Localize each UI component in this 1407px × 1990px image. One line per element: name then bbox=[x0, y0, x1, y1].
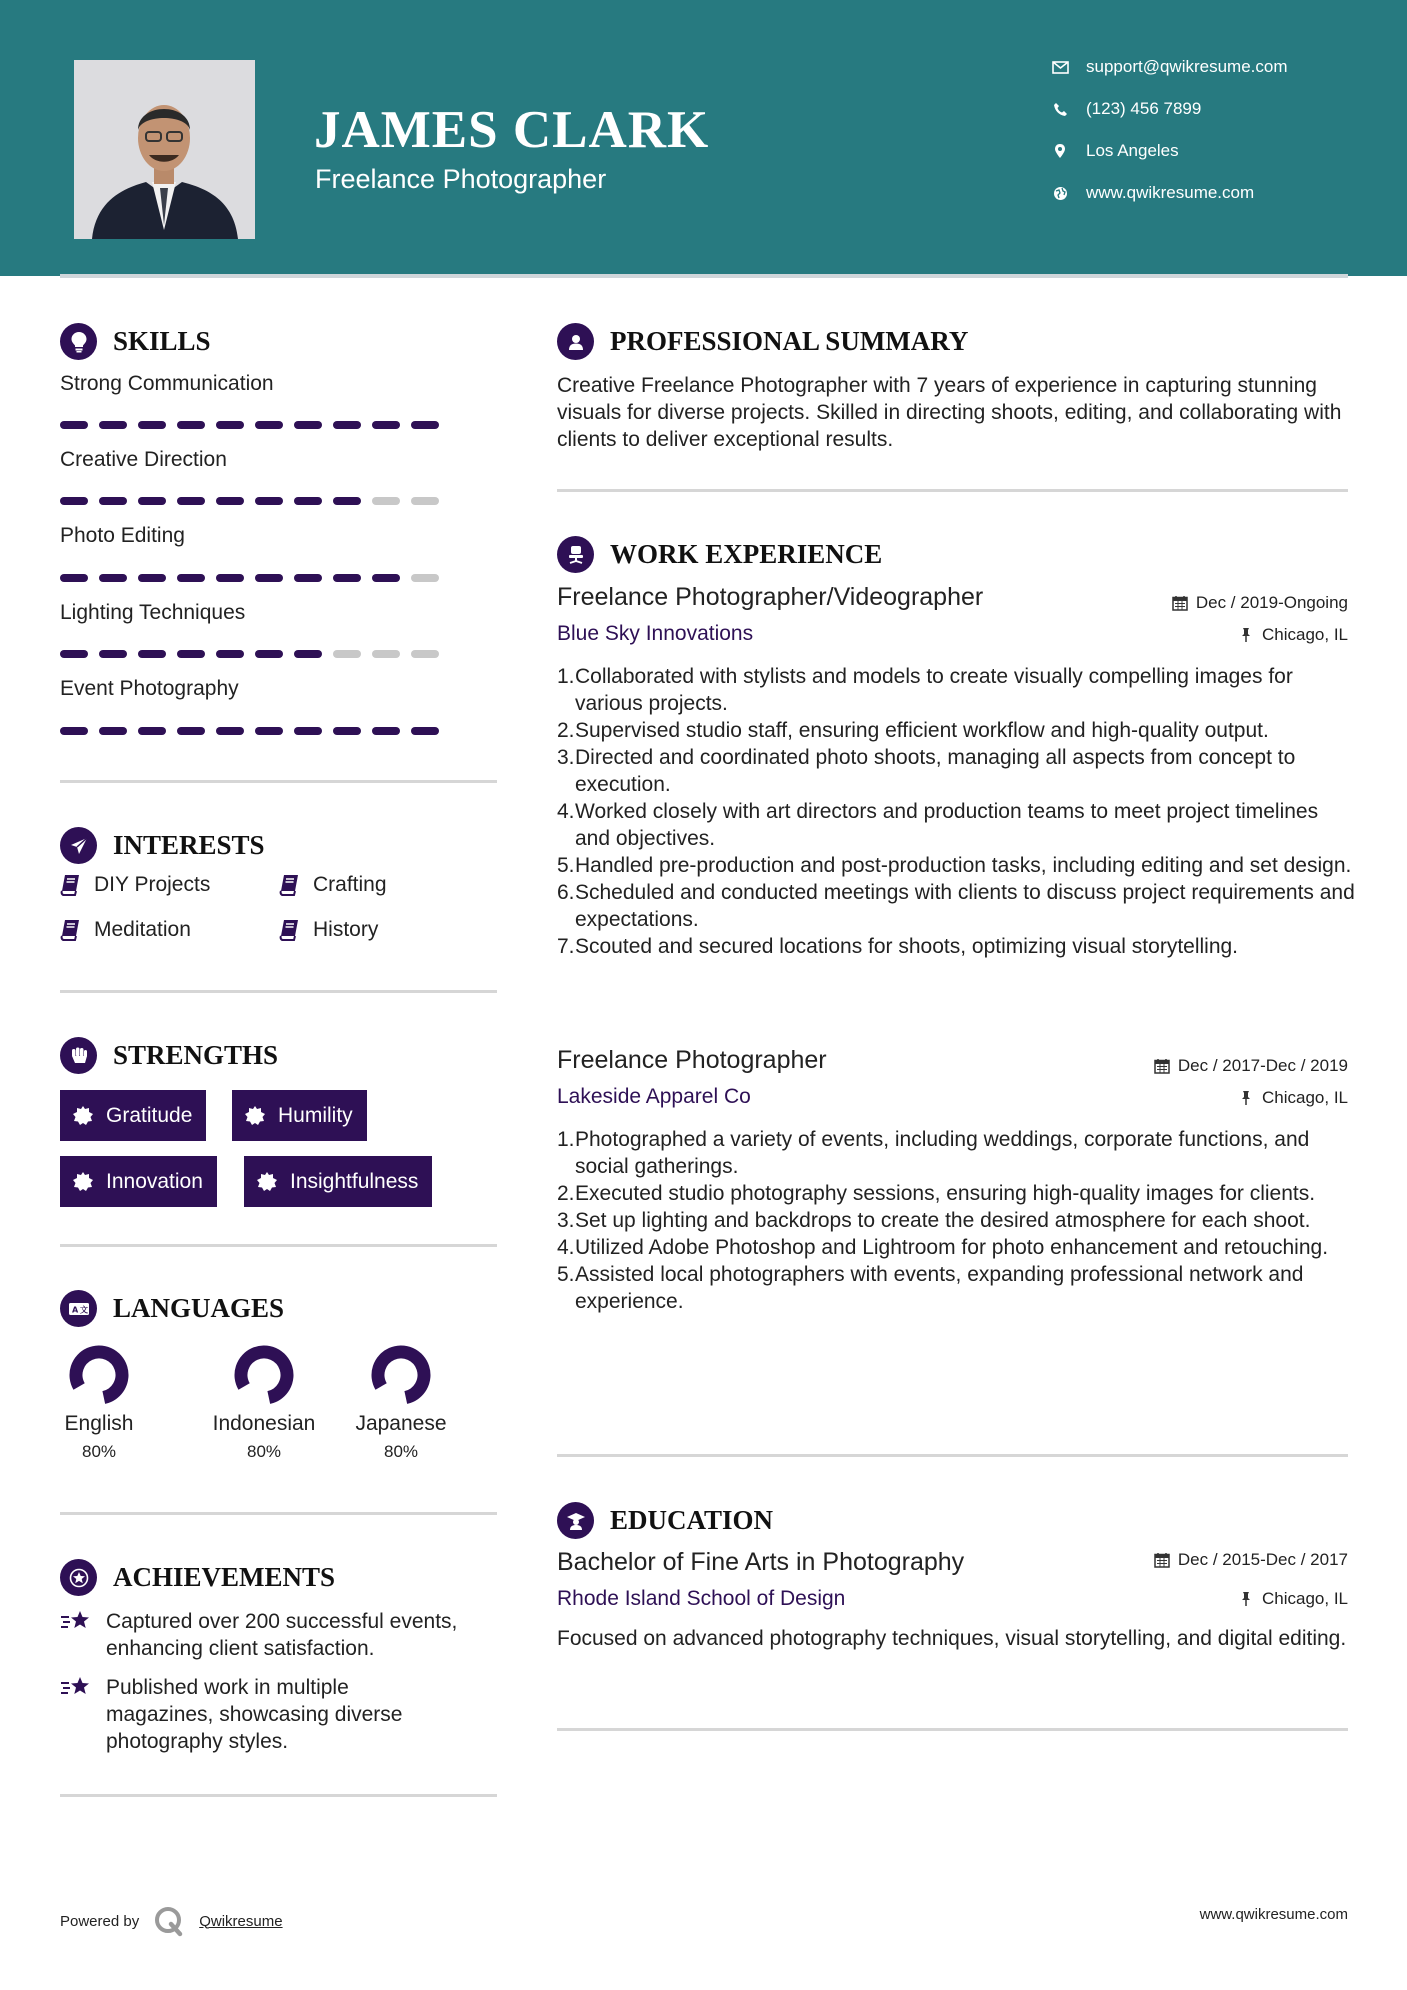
language-gauge bbox=[369, 1343, 433, 1407]
list-item: 5. Handled pre-production and post-production tasks, including editing and set design. bbox=[557, 854, 1352, 877]
skill-dot bbox=[138, 650, 166, 658]
list-item: 4. Worked closely with art directors and production teams to meet project timelines and objectives. bbox=[557, 800, 1319, 850]
language-item bbox=[204, 1343, 324, 1462]
skill-dot bbox=[372, 727, 400, 735]
education-date bbox=[1154, 1550, 1348, 1570]
skill-dot bbox=[60, 574, 88, 582]
strength-badge bbox=[60, 1156, 217, 1207]
skills-heading bbox=[60, 323, 211, 360]
skill-dot bbox=[216, 650, 244, 658]
language-icon bbox=[60, 1290, 97, 1327]
book-icon bbox=[279, 874, 299, 896]
language-gauge bbox=[67, 1343, 131, 1407]
interest-label: Meditation bbox=[94, 918, 191, 941]
skill-label: Event Photography bbox=[60, 677, 239, 700]
skill-rating bbox=[60, 650, 450, 658]
interest-item bbox=[60, 873, 210, 897]
skill-dot bbox=[216, 727, 244, 735]
skill-dot bbox=[411, 574, 439, 582]
list-item: 4. Utilized Adobe Photoshop and Lightroom for photo enhancement and retouching. bbox=[557, 1236, 1329, 1259]
achievement-text: Captured over 200 successful events, enhancing client satisfaction. bbox=[106, 1610, 458, 1660]
badge-star-icon bbox=[256, 1171, 278, 1193]
skill-dot bbox=[372, 574, 400, 582]
skill-dot bbox=[177, 650, 205, 658]
interest-label: History bbox=[313, 918, 379, 941]
contact-website[interactable] bbox=[1050, 183, 1254, 203]
skill-dot bbox=[60, 650, 88, 658]
paper-plane-icon bbox=[60, 827, 97, 864]
job-title: Freelance Photographer bbox=[557, 1046, 827, 1074]
list-item: 2. Supervised studio staff, ensuring efficient workflow and high-quality output. bbox=[557, 719, 1269, 742]
contact-location-text: Los Angeles bbox=[1086, 141, 1179, 160]
interest-item bbox=[60, 918, 191, 942]
candidate-role: Freelance Photographer bbox=[315, 164, 607, 194]
skill-dot bbox=[333, 497, 361, 505]
skill-dot bbox=[99, 727, 127, 735]
skill-dot bbox=[60, 727, 88, 735]
calendar-icon bbox=[1154, 1058, 1170, 1074]
list-item: 1. Photographed a variety of events, including weddings, corporate functions, and social gatherings. bbox=[557, 1128, 1310, 1178]
education-date-text: Dec / 2015-Dec / 2017 bbox=[1177, 1550, 1348, 1569]
globe-icon bbox=[1050, 183, 1070, 203]
language-item bbox=[39, 1343, 159, 1462]
star-trail-icon bbox=[60, 1608, 92, 1636]
skills-title: SKILLS bbox=[113, 326, 211, 356]
section-divider bbox=[60, 1244, 497, 1247]
skill-dot bbox=[411, 497, 439, 505]
strength-label: Humility bbox=[278, 1103, 353, 1127]
job-location-text: Chicago, IL bbox=[1262, 625, 1348, 644]
section-divider bbox=[557, 1728, 1348, 1731]
contact-website-text: www.qwikresume.com bbox=[1086, 183, 1255, 202]
badge-star-icon bbox=[244, 1105, 266, 1127]
section-divider bbox=[557, 1454, 1348, 1457]
education-description: Focused on advanced photography techniques, visual storytelling, and digital editing. bbox=[557, 1627, 1347, 1650]
language-percent: 80% bbox=[383, 1442, 419, 1461]
envelope-icon bbox=[1050, 57, 1070, 77]
list-item: 7. Scouted and secured locations for shoots, optimizing visual storytelling. bbox=[557, 935, 1239, 958]
map-pin-icon bbox=[1050, 141, 1070, 161]
section-divider bbox=[60, 1512, 497, 1515]
language-name: English bbox=[64, 1412, 134, 1435]
skill-rating bbox=[60, 727, 450, 735]
job-location bbox=[1238, 1088, 1348, 1108]
language-name: Japanese bbox=[355, 1412, 447, 1435]
skill-dot bbox=[99, 421, 127, 429]
job-responsibilities bbox=[557, 1126, 1357, 1315]
interest-item bbox=[279, 918, 378, 942]
achievement-text: Published work in multiple magazines, showcasing diverse photography styles. bbox=[106, 1676, 403, 1753]
candidate-name: JAMES CLARK bbox=[314, 101, 710, 159]
education-location-text: Chicago, IL bbox=[1262, 1589, 1348, 1608]
qwikresume-link[interactable]: Qwikresume bbox=[199, 1912, 283, 1930]
language-percent: 80% bbox=[81, 1442, 117, 1461]
contact-email-text: support@qwikresume.com bbox=[1086, 57, 1288, 76]
calendar-icon bbox=[1172, 595, 1188, 611]
job-date-text: Dec / 2019-Ongoing bbox=[1195, 593, 1348, 612]
strength-badge bbox=[232, 1090, 367, 1141]
languages-heading bbox=[60, 1290, 284, 1327]
skill-dot bbox=[333, 727, 361, 735]
language-item bbox=[341, 1343, 461, 1462]
skill-dot bbox=[60, 421, 88, 429]
svg-text:A: A bbox=[71, 1305, 78, 1314]
office-chair-icon bbox=[557, 536, 594, 573]
strengths-heading bbox=[60, 1037, 278, 1074]
strength-label: Innovation bbox=[106, 1169, 203, 1193]
skill-label: Lighting Techniques bbox=[60, 601, 246, 624]
profile-photo bbox=[74, 60, 255, 239]
skill-dot bbox=[255, 497, 283, 505]
languages-title: LANGUAGES bbox=[113, 1293, 285, 1323]
job-company: Blue Sky Innovations bbox=[557, 622, 754, 645]
contact-phone-text: (123) 456 7899 bbox=[1086, 99, 1202, 118]
skill-dot bbox=[177, 421, 205, 429]
skill-dot bbox=[216, 421, 244, 429]
skill-dot bbox=[255, 727, 283, 735]
section-divider bbox=[557, 489, 1348, 492]
achievement-item bbox=[60, 1608, 500, 1662]
language-gauge-arc bbox=[378, 1352, 424, 1397]
achievement-item bbox=[60, 1674, 500, 1755]
list-item: 2. Executed studio photography sessions, ensuring high-quality images for clients. bbox=[557, 1182, 1316, 1205]
powered-by-label: Powered by bbox=[60, 1912, 140, 1930]
skill-dot bbox=[294, 727, 322, 735]
experience-title: WORK EXPERIENCE bbox=[610, 539, 883, 569]
graduate-icon bbox=[557, 1502, 594, 1539]
skill-dot bbox=[177, 727, 205, 735]
skill-dot bbox=[138, 497, 166, 505]
section-divider bbox=[60, 780, 497, 783]
skill-label: Photo Editing bbox=[60, 524, 185, 547]
list-item: 1. Collaborated with stylists and models to create visually compelling images for various projects. bbox=[557, 665, 1293, 715]
skill-dot bbox=[60, 497, 88, 505]
skill-dot bbox=[372, 497, 400, 505]
summary-heading bbox=[557, 323, 968, 360]
contact-location[interactable] bbox=[1050, 141, 1179, 161]
star-trail-icon bbox=[60, 1674, 92, 1702]
degree-title: Bachelor of Fine Arts in Photography bbox=[557, 1548, 965, 1576]
section-divider bbox=[60, 990, 497, 993]
skill-dot bbox=[333, 421, 361, 429]
pushpin-icon bbox=[1238, 1591, 1254, 1607]
achievements-heading bbox=[60, 1559, 335, 1596]
job-location bbox=[1238, 625, 1348, 645]
skill-label: Strong Communication bbox=[60, 372, 274, 395]
lightbulb-icon bbox=[60, 323, 97, 360]
pushpin-icon bbox=[1238, 627, 1254, 643]
skill-dot bbox=[99, 574, 127, 582]
badge-star-icon bbox=[72, 1171, 94, 1193]
user-icon bbox=[557, 323, 594, 360]
footer-url[interactable]: www.qwikresume.com bbox=[1199, 1906, 1348, 1923]
job-company: Lakeside Apparel Co bbox=[557, 1085, 751, 1108]
interest-label: DIY Projects bbox=[94, 873, 211, 896]
summary-title: PROFESSIONAL SUMMARY bbox=[610, 326, 969, 356]
skill-dot bbox=[99, 497, 127, 505]
skill-dot bbox=[294, 421, 322, 429]
list-item: 3. Directed and coordinated photo shoots, managing all aspects from concept to execution. bbox=[557, 746, 1296, 796]
experience-heading bbox=[557, 536, 882, 573]
skill-dot bbox=[411, 727, 439, 735]
interests-heading bbox=[60, 827, 265, 864]
book-icon bbox=[279, 919, 299, 941]
language-gauge-arc bbox=[76, 1352, 122, 1397]
skill-dot bbox=[411, 421, 439, 429]
skill-dot bbox=[255, 650, 283, 658]
skill-dot bbox=[177, 574, 205, 582]
phone-icon bbox=[1050, 99, 1070, 119]
badge-star-icon bbox=[72, 1105, 94, 1127]
job-date bbox=[1154, 1056, 1348, 1076]
skill-dot bbox=[177, 497, 205, 505]
skill-dot bbox=[294, 650, 322, 658]
language-name: Indonesian bbox=[212, 1412, 316, 1435]
job-location-text: Chicago, IL bbox=[1262, 1088, 1348, 1107]
skill-dot bbox=[216, 497, 244, 505]
strength-label: Gratitude bbox=[106, 1103, 193, 1127]
skill-dot bbox=[99, 650, 127, 658]
list-item: 5. Assisted local photographers with events, expanding professional network and experience. bbox=[557, 1263, 1304, 1313]
skill-dot bbox=[294, 497, 322, 505]
strength-badge bbox=[60, 1090, 206, 1141]
skill-dot bbox=[216, 574, 244, 582]
contact-email[interactable] bbox=[1050, 57, 1288, 77]
contact-phone[interactable] bbox=[1050, 99, 1201, 119]
job-date-text: Dec / 2017-Dec / 2019 bbox=[1177, 1056, 1348, 1075]
pushpin-icon bbox=[1238, 1090, 1254, 1106]
job-title: Freelance Photographer/Videographer bbox=[557, 583, 984, 611]
skill-dot bbox=[294, 574, 322, 582]
strength-badge bbox=[244, 1156, 432, 1207]
skill-rating bbox=[60, 497, 450, 505]
header-divider bbox=[60, 274, 1348, 278]
job-date bbox=[1172, 593, 1348, 613]
language-gauge-arc bbox=[241, 1352, 287, 1397]
interest-label: Crafting bbox=[313, 873, 387, 896]
book-icon bbox=[60, 919, 80, 941]
skill-dot bbox=[255, 421, 283, 429]
svg-text:文: 文 bbox=[79, 1305, 88, 1314]
fist-icon bbox=[60, 1037, 97, 1074]
section-divider bbox=[60, 1794, 497, 1797]
strength-label: Insightfulness bbox=[290, 1169, 419, 1193]
strengths-title: STRENGTHS bbox=[113, 1040, 279, 1070]
job-responsibilities bbox=[557, 663, 1357, 960]
skill-dot bbox=[138, 421, 166, 429]
resume-header bbox=[0, 0, 1407, 276]
language-gauge bbox=[232, 1343, 296, 1407]
skill-dot bbox=[138, 574, 166, 582]
education-location bbox=[1238, 1589, 1348, 1609]
qwikresume-logo-icon bbox=[153, 1905, 185, 1937]
school-name: Rhode Island School of Design bbox=[557, 1587, 846, 1610]
list-item: 6. Scheduled and conducted meetings with clients to discuss project requirements and expectations. bbox=[557, 881, 1355, 931]
interest-item bbox=[279, 873, 387, 897]
star-badge-icon bbox=[60, 1559, 97, 1596]
skill-label: Creative Direction bbox=[60, 448, 227, 471]
skill-dot bbox=[333, 574, 361, 582]
footer-powered-by bbox=[60, 1905, 283, 1937]
language-percent: 80% bbox=[246, 1442, 282, 1461]
education-title: EDUCATION bbox=[610, 1505, 774, 1535]
skill-dot bbox=[333, 650, 361, 658]
summary-text: Creative Freelance Photographer with 7 years of experience in capturing stunning visuals for diverse projects. Skilled in directing shoots, editing, and collaborating with clients to deliver exceptional results. bbox=[557, 374, 1342, 451]
skill-dot bbox=[411, 650, 439, 658]
skill-dot bbox=[372, 421, 400, 429]
list-item: 3. Set up lighting and backdrops to create the desired atmosphere for each shoot. bbox=[557, 1209, 1311, 1232]
interests-title: INTERESTS bbox=[113, 830, 265, 860]
education-heading bbox=[557, 1502, 773, 1539]
skill-dot bbox=[372, 650, 400, 658]
book-icon bbox=[60, 874, 80, 896]
skill-dot bbox=[255, 574, 283, 582]
skill-rating bbox=[60, 574, 450, 582]
calendar-icon bbox=[1154, 1552, 1170, 1568]
skill-dot bbox=[138, 727, 166, 735]
skill-rating bbox=[60, 421, 450, 429]
achievements-title: ACHIEVEMENTS bbox=[113, 1562, 336, 1592]
